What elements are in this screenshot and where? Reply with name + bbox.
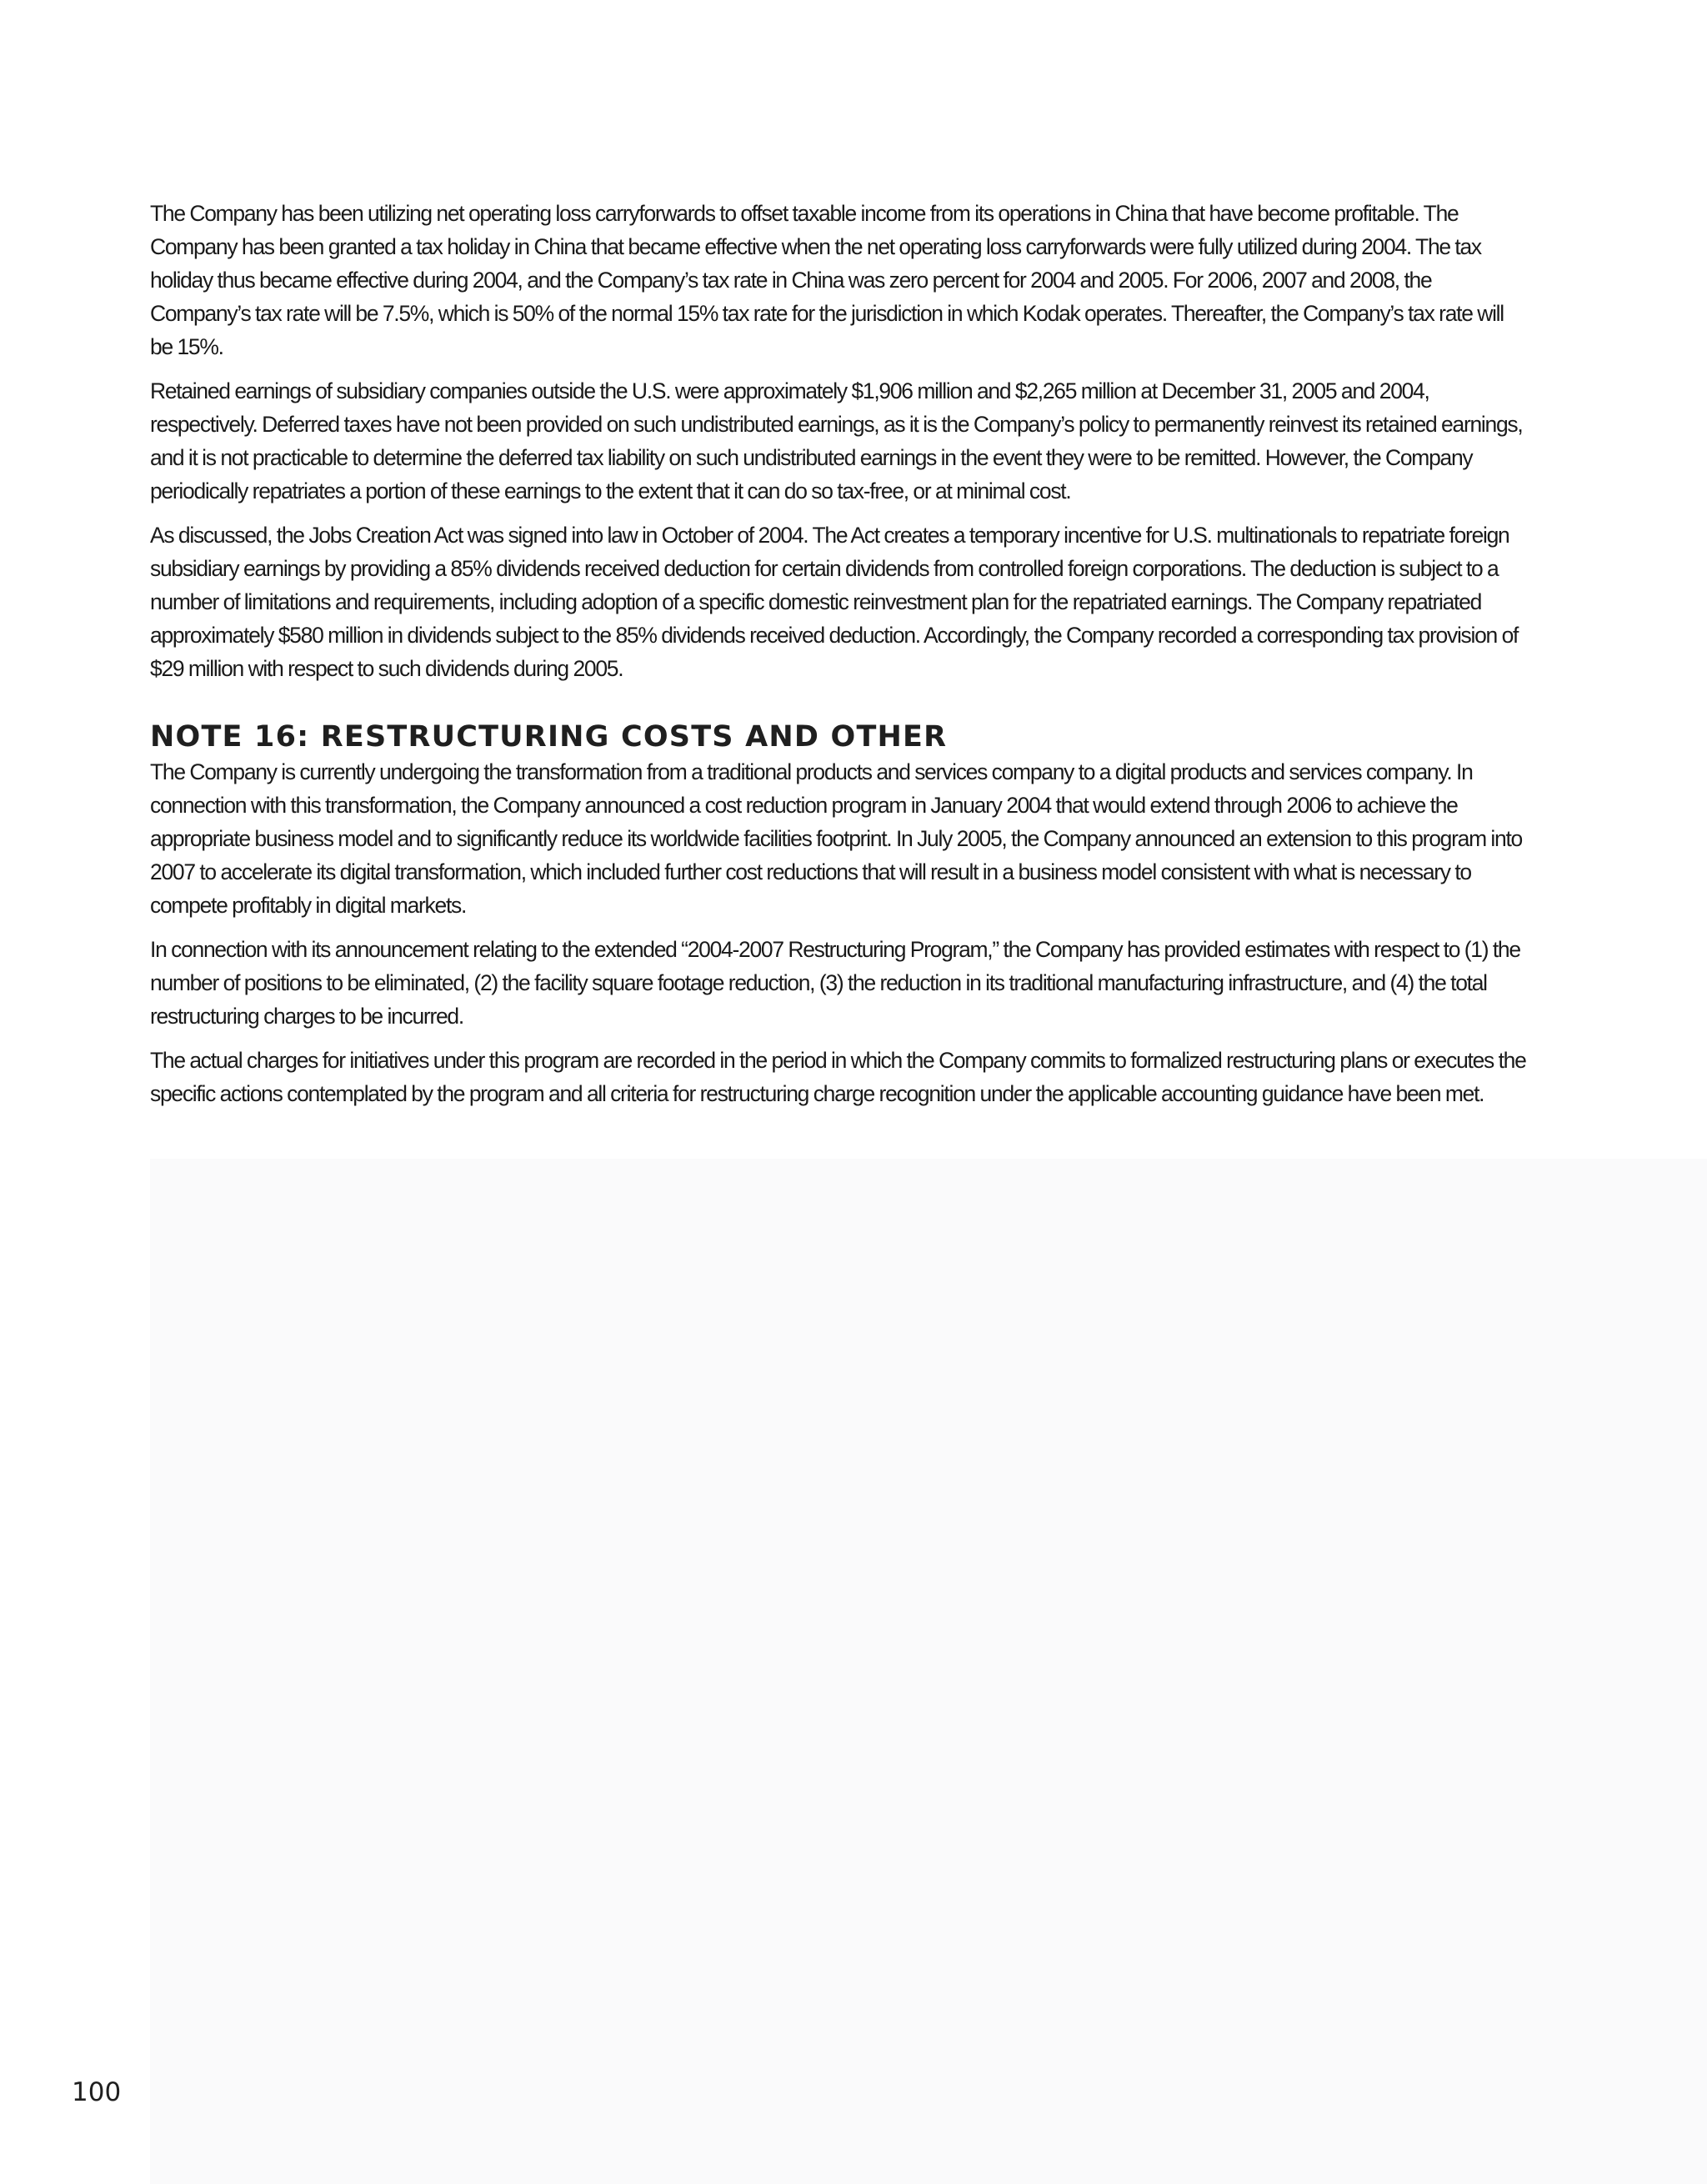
paragraph-restructuring-estimates: In connection with its announcement relating to the extended “2004-2007 Restructuring Program,” the Company has provided estimates with respect to (1) the number of positions to be eliminated, (2) the facility square footage reduction, (3) the reduction in its traditional manufacturing infrastructure, and (4) the total restructuring charges to be incurred. (150, 937, 1520, 1029)
paragraph-actual-charges: The actual charges for initiatives under this program are recorded in the period in which the Company commits to formalized restructuring plans or executes the specific actions contemplated by the program and all criteria for restructuring charge recognition under the applicable accounting guidance have been met. (150, 1048, 1526, 1106)
note-16-heading: NOTE 16: RESTRUCTURING COSTS AND OTHER (150, 720, 948, 754)
page-number: 100 (72, 2077, 122, 2107)
paragraph-jobs-creation-act: As discussed, the Jobs Creation Act was signed into law in October of 2004. The Act creates a temporary incentive for U.S. multinationals to repatriate foreign subsidiary earnings by providing a 85% dividends received deduction for certain dividends from controlled foreign corporations. The deduction is subject to a number of limitations and requirements, including adoption of a specific domestic reinvestment plan for the repatriated earnings. The Company repatriated approximately $580 million in dividends subject to the 85% dividends received deduction. Accordingly, the Company recorded a corresponding tax provision of $29 million with respect to such dividends during 2005. (150, 523, 1519, 681)
page-background-tint (150, 1159, 1707, 2184)
document-body (150, 197, 1559, 1121)
paragraph-transformation: The Company is currently undergoing the transformation from a traditional products and services company to a digital products and services company. In connection with this transformation, the Company announced a cost reduction program in January 2004 that would extend through 2006 to achieve the appropriate business model and to significantly reduce its worldwide facilities footprint. In July 2005, the Company announced an extension to this program into 2007 to accelerate its digital transformation, which included further cost reductions that will result in a business model consistent with what is necessary to compete profitably in digital markets. (150, 759, 1523, 918)
paragraph-retained-earnings: Retained earnings of subsidiary companies outside the U.S. were approximately $1,906 million and $2,265 million at December 31, 2005 and 2004, respectively. Deferred taxes have not been provided on such undistributed earnings, as it is the Company’s policy to permanently reinvest its retained earnings, and it is not practicable to determine the deferred tax liability on such undistributed earnings in the event they were to be remitted. However, the Company periodically repatriates a portion of these earnings to the extent that it can do so tax-free, or at minimal cost. (150, 378, 1523, 503)
paragraph-china-tax-holiday: The Company has been utilizing net operating loss carryforwards to offset taxable income from its operations in China that have become profitable. The Company has been granted a tax holiday in China that became effective when the net operating loss carryforwards were fully utilized during 2004. The tax holiday thus became effective during 2004, and the Company’s tax rate in China was zero percent for 2004 and 2005. For 2006, 2007 and 2008, the Company’s tax rate will be 7.5%, which is 50% of the normal 15% tax rate for the jurisdiction in which Kodak operates. Thereafter, the Company’s tax rate will be 15%. (150, 201, 1504, 359)
